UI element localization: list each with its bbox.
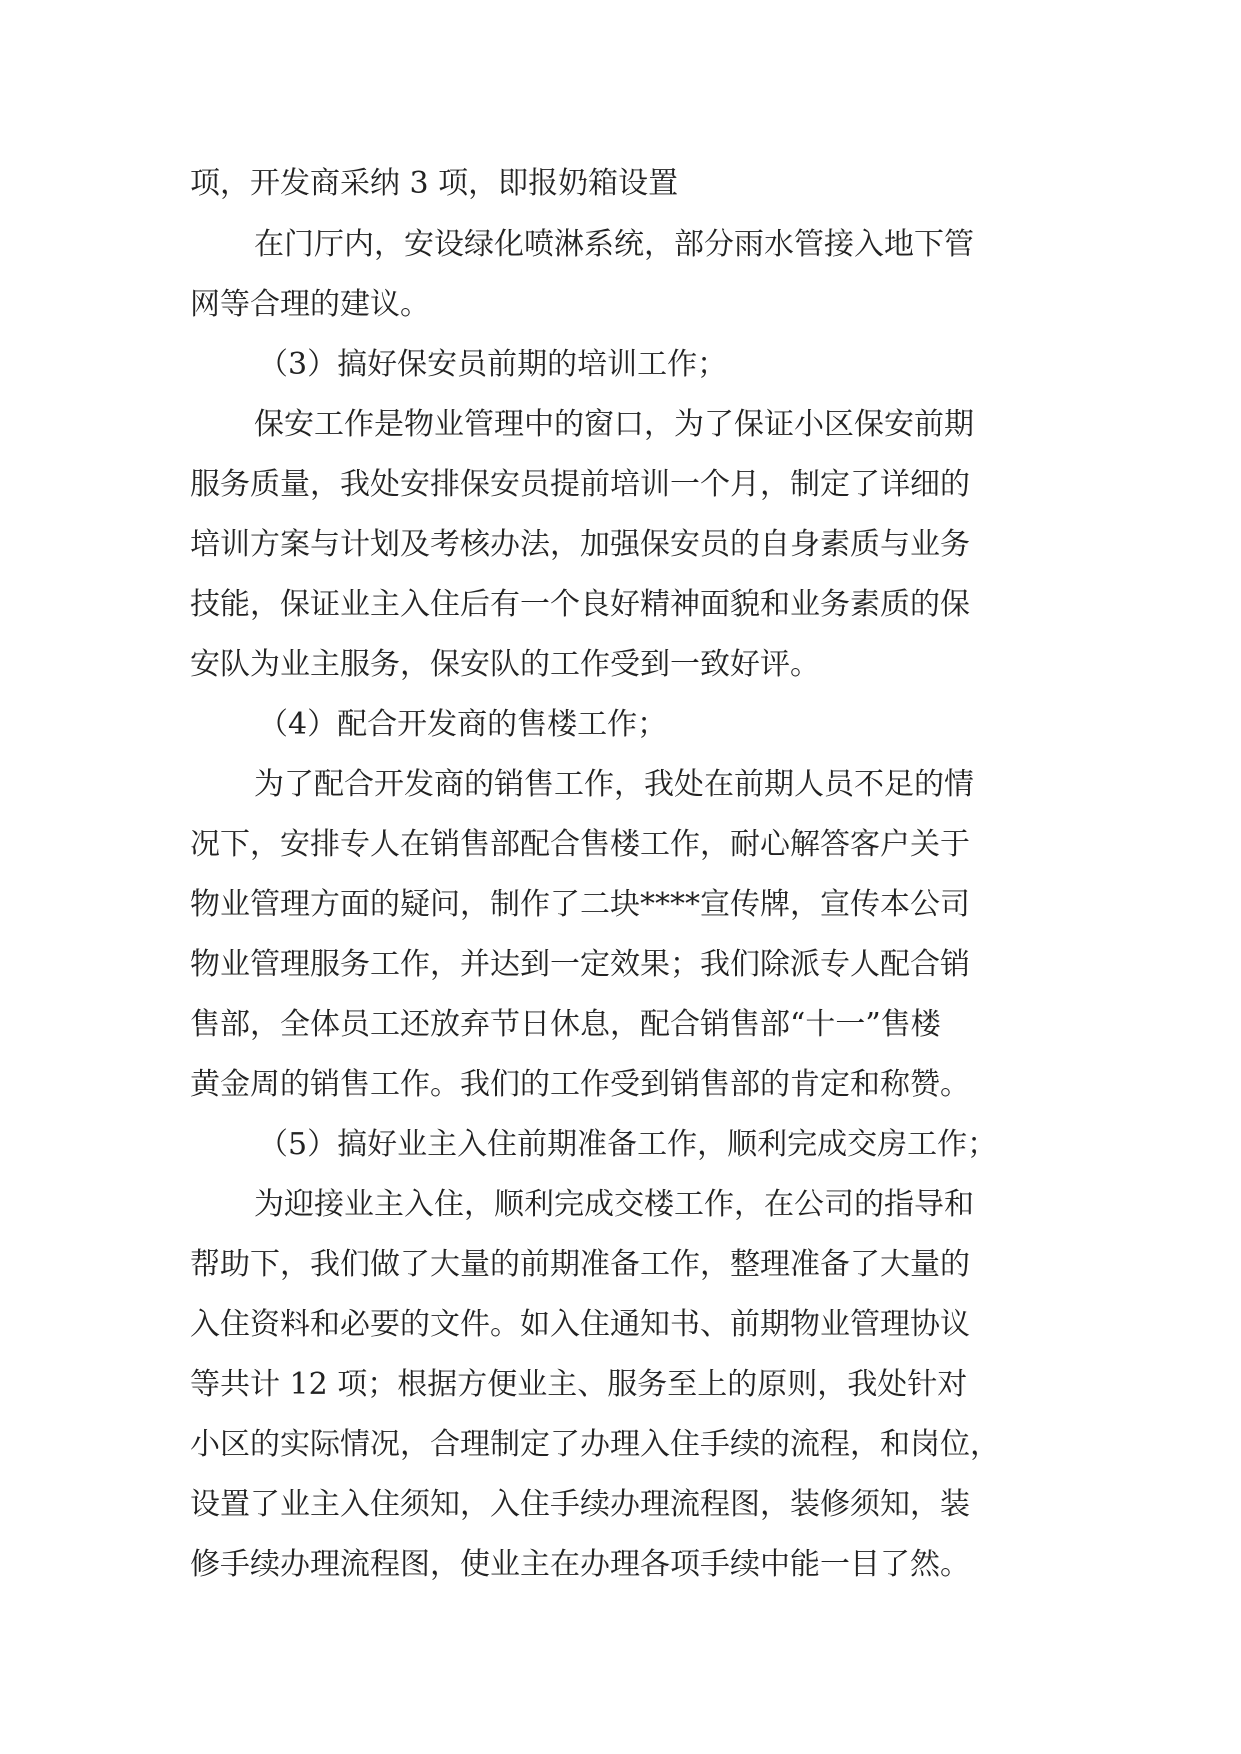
- paragraph-first-line: 在门厅内，安设绿化喷淋系统，部分雨水管接入地下管: [254, 227, 974, 262]
- body-text-line: 等共计 12 项；根据方便业主、服务至上的原则，我处针对: [190, 1367, 968, 1402]
- body-text-line: 售部，全体员工还放弃节日休息，配合销售部“十一”售楼: [190, 1007, 941, 1042]
- body-text-line: 网等合理的建议。: [190, 287, 430, 322]
- body-text-line: 修手续办理流程图，使业主在办理各项手续中能一目了然。: [190, 1547, 970, 1582]
- body-text-line: 安队为业主服务，保安队的工作受到一致好评。: [190, 647, 820, 682]
- body-text-line: 况下，安排专人在销售部配合售楼工作，耐心解答客户关于: [190, 827, 970, 862]
- body-text-line: 帮助下，我们做了大量的前期准备工作，整理准备了大量的: [190, 1247, 970, 1282]
- body-text-line: 项，开发商采纳 3 项，即报奶箱设置: [190, 166, 679, 201]
- section-heading: （3）搞好保安员前期的培训工作；: [258, 347, 728, 382]
- section-heading: （4）配合开发商的售楼工作；: [258, 707, 668, 742]
- body-text-line: 培训方案与计划及考核办法，加强保安员的自身素质与业务: [190, 527, 970, 562]
- body-text-line: 设置了业主入住须知，入住手续办理流程图，装修须知，装: [190, 1487, 970, 1522]
- section-heading: （5）搞好业主入住前期准备工作，顺利完成交房工作；: [258, 1127, 998, 1162]
- paragraph-first-line: 为迎接业主入住，顺利完成交楼工作，在公司的指导和: [254, 1187, 974, 1222]
- body-text-line: 黄金周的销售工作。我们的工作受到销售部的肯定和称赞。: [190, 1067, 970, 1102]
- body-text-line: 服务质量，我处安排保安员提前培训一个月，制定了详细的: [190, 467, 970, 502]
- paragraph-first-line: 为了配合开发商的销售工作，我处在前期人员不足的情: [254, 767, 974, 802]
- body-text-line: 入住资料和必要的文件。如入住通知书、前期物业管理协议: [190, 1307, 970, 1342]
- body-text-line: 技能，保证业主入住后有一个良好精神面貌和业务素质的保: [190, 587, 970, 622]
- paragraph-first-line: 保安工作是物业管理中的窗口，为了保证小区保安前期: [254, 407, 974, 442]
- body-text-line: 小区的实际情况，合理制定了办理入住手续的流程，和岗位，: [190, 1427, 1000, 1462]
- body-text-line: 物业管理服务工作，并达到一定效果；我们除派专人配合销: [190, 947, 970, 982]
- body-text-line: 物业管理方面的疑问，制作了二块****宣传牌，宣传本公司: [190, 887, 970, 922]
